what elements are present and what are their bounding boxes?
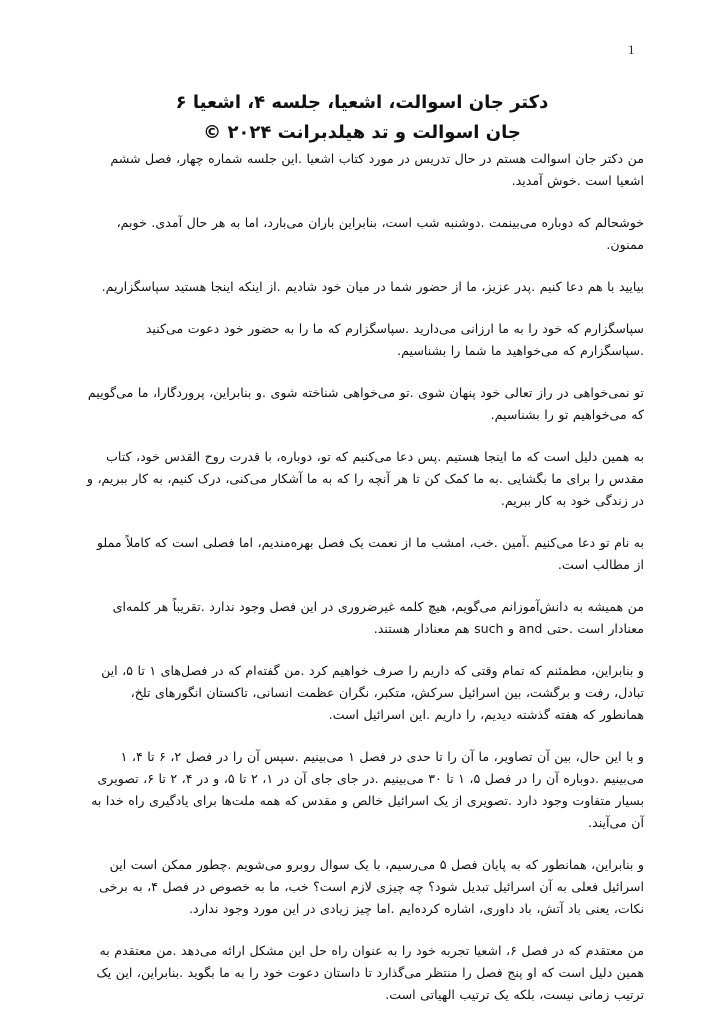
paragraph: تو نمی‌خواهی در راز تعالی خود پنهان شوی .تو می‌خواهی شناخته شوی .و بنابراین، پروردگارا، ما می‌گوییم که می‌خواهیم تو را بشناسیم. [87,385,644,422]
paragraph: بیایید با هم دعا کنیم .پدر عزیز، ما از حضور شما در میان خود شادیم .از اینکه اینجا هستید سپاسگزاریم. [101,279,644,294]
paragraph: من معتقدم که در فصل ۶، اشعیا تجربه خود را به عنوان راه حل این مشکل ارائه می‌دهد .من معتقدم به همین دلیل است که او پنج فصل را منتظر می‌گذارد تا داستان دعوت خود را به ما بگوید .بنابراین، این یک ترتیب زمانی نیست، بلکه یک ترتیب الهیاتی است. [96,943,644,1002]
paragraph: و با این حال، بین آن تصاویر، ما آن را تا حدی در فصل ۱ می‌بینیم .سپس آن را در فصل ۲، ۶ تا ۴، ۱ می‌بینیم .دوباره آن را در فصل ۵، ۱ تا ۳۰ می‌بینیم .در جای جای آن در ۱، ۲ تا ۵، و در ۴، ۲ تا ۶، تصویری بسیار متفاوت وجود دارد .تصویری از یک اسرائیل خالص و مقدس که همه ملت‌ها برای یادگیری راه خدا به آن می‌آیند. [91,749,644,830]
paragraph: خوشحالم که دوباره می‌بینمت .دوشنبه شب است، بنابراین باران می‌بارد، اما به هر حال آمدی. خوبم، ممنون. [116,215,644,252]
paragraph: من دکتر جان اسوالت هستم در حال تدریس در مورد کتاب اشعیا .این جلسه شماره چهار، فصل ششم اشعیا است .خوش آمدید. [110,151,644,188]
paragraph: و بنابراین، همانطور که به پایان فصل ۵ می‌رسیم، با یک سوال روبرو می‌شویم .چطور ممکن است این اسرائیل فعلی به آن اسرائیل تبدیل شود؟ چه چیزی لازم است؟ خب، ما به خصوص در فصل ۴، به برخی نکات، یعنی باد آتش، باد داوری، اشاره کرده‌ایم .اما چیز زیادی در این مورد وجود ندارد. [99,857,644,916]
paragraph: به همین دلیل است که ما اینجا هستیم .پس دعا می‌کنیم که تو، دوباره، با قدرت روح القدس خود، کتاب مقدس را برای ما بگشایی .به ما کمک کن تا هر آنچه را که به ما آشکار می‌کنی، درک کنیم، به کار ببریم، و در زندگی خود به کار ببریم. [86,449,644,508]
paragraph: و بنابراین، مطمئنم که تمام وقتی که داریم را صرف خواهیم کرد .من گفته‌ام که در فصل‌های ۱ تا ۵، این تبادل، رفت و برگشت، بین اسرائیل سرکش، متکبر، نگران عظمت انسانی، تاکستان انگورهای تلخ، همانطور که هفته گذشته دیدیم، را داریم .این اسرائیل است. [101,663,644,722]
document-title: دکتر جان اسوالت، اشعیا، جلسه ۴، اشعیا ۶ [175,92,549,113]
page-number: 1 [628,42,635,57]
paragraph: به نام تو دعا می‌کنیم .آمین .خب، امشب ما از نعمت یک فصل بهره‌مندیم، اما فصلی است که کاملاً مملو از مطالب است. [96,535,644,572]
paragraph: من همیشه به دانش‌آموزانم می‌گویم، هیچ کلمه غیرضروری در این فصل وجود ندارد .تقریباً هر کلمه‌ای معنادار است .حتی and و such هم معنادار هستند. [112,599,644,636]
paragraph: سپاسگزارم که خود را به ما ارزانی می‌دارید .سپاسگزارم که ما را به حضور خود دعوت می‌کنید .سپاسگزارم که می‌خواهید ما شما را بشناسیم. [145,321,644,358]
document-subtitle: جان اسوالت و تد هیلدبرانت ۲۰۲۴ © [203,122,521,143]
document-header [0,88,724,148]
document-body [84,148,644,1026]
